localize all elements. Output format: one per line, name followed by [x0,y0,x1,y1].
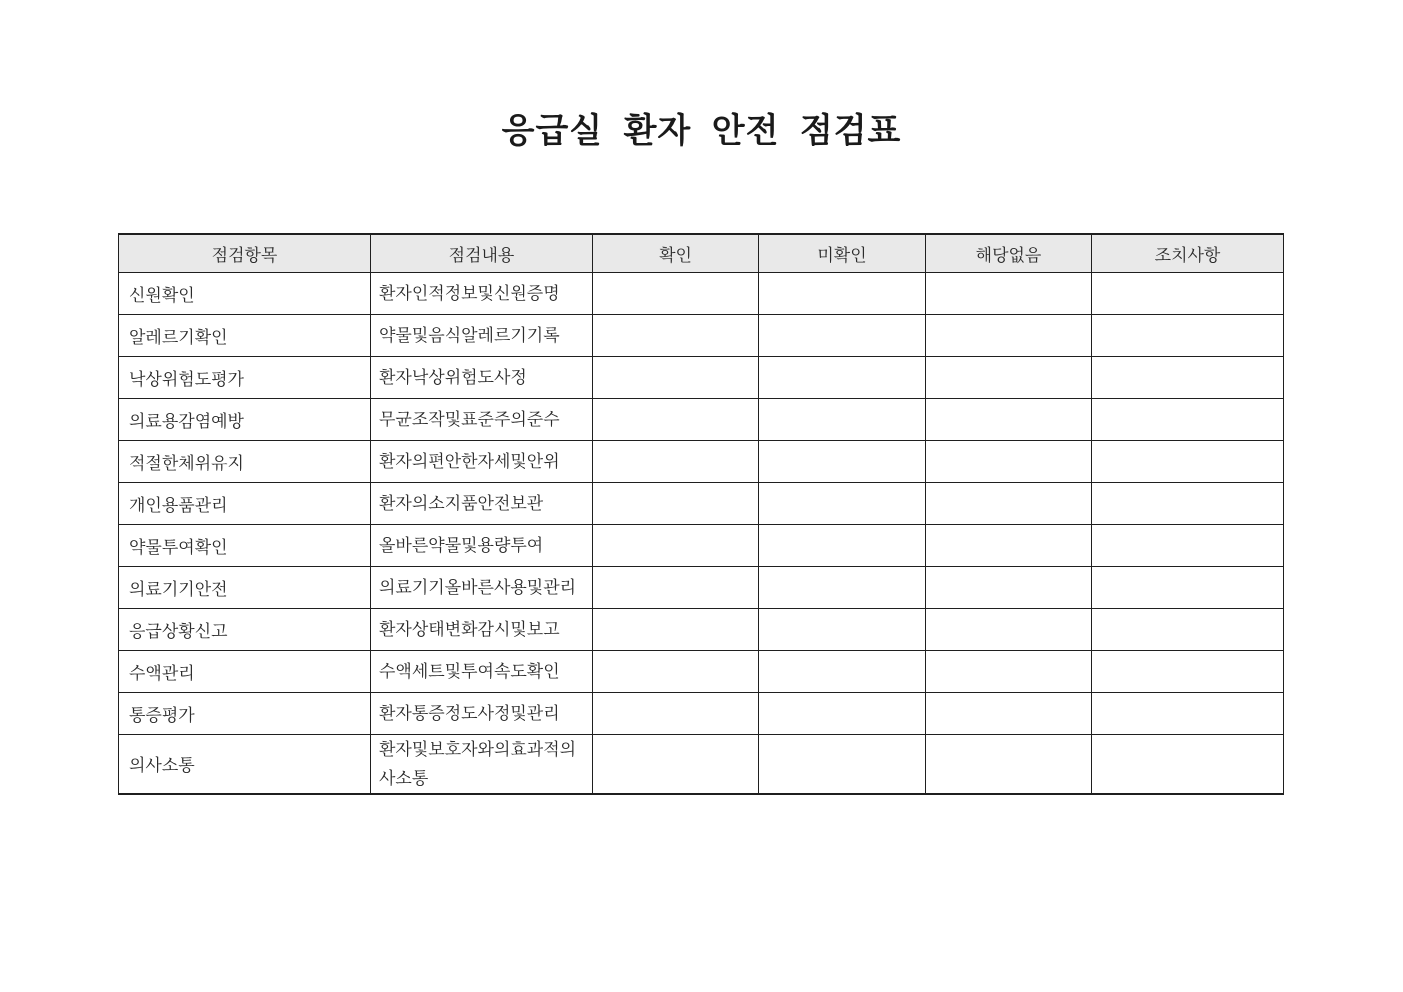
cell-confirm [593,608,759,650]
table-row [119,440,1284,482]
col-header-confirm: 확인 [593,234,759,272]
cell-item: 의사소통 [119,734,371,794]
cell-item: 의료기기안전 [119,566,371,608]
cell-not-confirmed [759,692,926,734]
cell-action [1092,734,1284,794]
table-row [119,272,1284,314]
cell-action [1092,650,1284,692]
cell-confirm [593,482,759,524]
cell-confirm [593,314,759,356]
cell-action [1092,398,1284,440]
cell-na [926,314,1092,356]
cell-action [1092,482,1284,524]
cell-confirm [593,734,759,794]
table-row [119,524,1284,566]
cell-item: 의료용감염예방 [119,398,371,440]
table-row [119,692,1284,734]
cell-item: 개인용품관리 [119,482,371,524]
cell-action [1092,566,1284,608]
cell-not-confirmed [759,482,926,524]
header-row [119,234,1284,272]
cell-item: 낙상위험도평가 [119,356,371,398]
cell-confirm [593,650,759,692]
cell-item: 알레르기확인 [119,314,371,356]
cell-action [1092,272,1284,314]
cell-action [1092,440,1284,482]
table-row [119,566,1284,608]
table-row [119,734,1284,794]
col-header-item: 점검항목 [119,234,371,272]
cell-item: 적절한체위유지 [119,440,371,482]
cell-item: 수액관리 [119,650,371,692]
cell-not-confirmed [759,398,926,440]
cell-confirm [593,524,759,566]
cell-na [926,524,1092,566]
cell-na [926,692,1092,734]
table-row [119,398,1284,440]
table-row [119,314,1284,356]
cell-content: 환자의편안한자세및안위 [371,440,593,482]
cell-na [926,734,1092,794]
cell-na [926,566,1092,608]
cell-content: 환자상태변화감시및보고 [371,608,593,650]
cell-content: 무균조작및표준주의준수 [371,398,593,440]
cell-content: 환자및보호자와의효과적의사소통 [371,734,593,794]
cell-confirm [593,398,759,440]
cell-item: 약물투여확인 [119,524,371,566]
cell-na [926,272,1092,314]
cell-action [1092,356,1284,398]
cell-not-confirmed [759,440,926,482]
cell-action [1092,608,1284,650]
cell-na [926,608,1092,650]
table-row [119,608,1284,650]
cell-item: 신원확인 [119,272,371,314]
cell-na [926,482,1092,524]
cell-not-confirmed [759,650,926,692]
cell-content: 의료기기올바른사용및관리 [371,566,593,608]
cell-not-confirmed [759,272,926,314]
cell-item: 통증평가 [119,692,371,734]
col-header-na: 해당없음 [926,234,1092,272]
cell-na [926,440,1092,482]
cell-action [1092,314,1284,356]
cell-na [926,356,1092,398]
cell-not-confirmed [759,314,926,356]
cell-content: 환자낙상위험도사정 [371,356,593,398]
cell-content: 수액세트및투여속도확인 [371,650,593,692]
cell-not-confirmed [759,524,926,566]
cell-action [1092,524,1284,566]
cell-confirm [593,356,759,398]
cell-confirm [593,440,759,482]
cell-not-confirmed [759,566,926,608]
checklist-table [118,233,1284,795]
page-title: 응급실 환자 안전 점검표 [501,112,902,150]
cell-na [926,650,1092,692]
cell-content: 올바른약물및용량투여 [371,524,593,566]
cell-not-confirmed [759,356,926,398]
cell-content: 환자인적정보및신원증명 [371,272,593,314]
cell-not-confirmed [759,734,926,794]
col-header-content: 점검내용 [371,234,593,272]
cell-not-confirmed [759,608,926,650]
cell-confirm [593,566,759,608]
cell-confirm [593,692,759,734]
table-row [119,482,1284,524]
cell-content: 환자통증정도사정및관리 [371,692,593,734]
col-header-action: 조치사항 [1092,234,1284,272]
col-header-not-confirmed: 미확인 [759,234,926,272]
cell-content: 환자의소지품안전보관 [371,482,593,524]
cell-content: 약물및음식알레르기기록 [371,314,593,356]
cell-na [926,398,1092,440]
cell-confirm [593,272,759,314]
table-row [119,356,1284,398]
table-row [119,650,1284,692]
cell-action [1092,692,1284,734]
cell-item: 응급상황신고 [119,608,371,650]
